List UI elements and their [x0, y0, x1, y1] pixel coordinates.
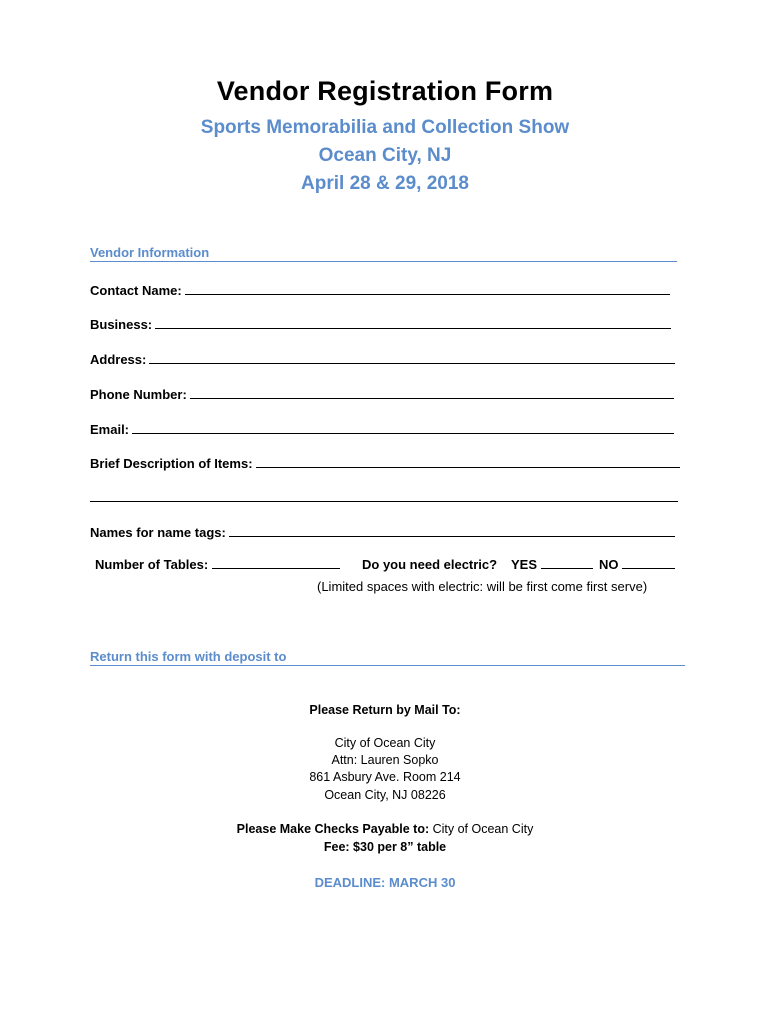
fee-text: Fee: $30 per 8” table	[323, 840, 447, 854]
address-input-line[interactable]	[149, 363, 675, 364]
business-input-line[interactable]	[155, 328, 671, 329]
name-tags-input-line[interactable]	[229, 536, 675, 537]
contact-name-label: Contact Name:	[90, 283, 182, 298]
name-tags-label: Names for name tags:	[90, 525, 226, 540]
mail-address-line-2: Attn: Lauren Sopko	[331, 753, 439, 767]
checks-payable	[0, 822, 770, 836]
electric-yes-label: YES	[511, 557, 538, 572]
email-field[interactable]	[90, 419, 674, 437]
deadline-text: DEADLINE: MARCH 30	[314, 875, 456, 890]
mail-address-line-1: City of Ocean City	[334, 736, 436, 750]
form-title: Vendor Registration Form	[216, 76, 554, 106]
electric-yes-input-line[interactable]	[541, 558, 593, 569]
contact-name-input-line[interactable]	[185, 294, 670, 295]
electric-no-label: NO	[599, 557, 619, 572]
email-label: Email:	[90, 422, 130, 437]
phone-number-label: Phone Number:	[90, 387, 187, 402]
electric-yes-field[interactable]	[511, 557, 593, 572]
number-of-tables-label: Number of Tables:	[95, 557, 209, 572]
event-dates: April 28 & 29, 2018	[301, 173, 469, 194]
electric-note: (Limited spaces with electric: will be first come first serve)	[317, 579, 648, 594]
description-extra-line[interactable]	[90, 501, 678, 502]
return-form-heading: Return this form with deposit to	[90, 649, 685, 666]
number-of-tables-input-line[interactable]	[212, 558, 340, 569]
email-input-line[interactable]	[132, 433, 674, 434]
address-field[interactable]	[90, 349, 675, 367]
description-label: Brief Description of Items:	[90, 456, 253, 471]
event-name: Sports Memorabilia and Collection Show	[200, 117, 570, 138]
mail-to-heading: Please Return by Mail To:	[309, 703, 461, 717]
electric-no-input-line[interactable]	[622, 558, 675, 569]
event-location: Ocean City, NJ	[318, 145, 452, 166]
phone-number-field[interactable]	[90, 384, 674, 402]
business-field[interactable]	[90, 314, 671, 332]
mail-address-line-3: 861 Asbury Ave. Room 214	[309, 770, 461, 784]
address-label: Address:	[90, 352, 147, 367]
description-input-line[interactable]	[256, 467, 680, 468]
electric-question: Do you need electric?	[362, 557, 498, 572]
checks-payee: City of Ocean City	[429, 822, 534, 836]
number-of-tables-field[interactable]	[95, 557, 340, 572]
mail-address-line-4: Ocean City, NJ 08226	[324, 788, 446, 802]
electric-no-field[interactable]	[599, 557, 675, 572]
business-label: Business:	[90, 317, 153, 332]
contact-name-field[interactable]	[90, 280, 670, 298]
vendor-information-heading: Vendor Information	[90, 245, 677, 262]
name-tags-field[interactable]	[90, 522, 675, 540]
description-field[interactable]	[90, 453, 680, 471]
checks-payable-label: Please Make Checks Payable to:	[236, 822, 430, 836]
phone-number-input-line[interactable]	[190, 398, 674, 399]
